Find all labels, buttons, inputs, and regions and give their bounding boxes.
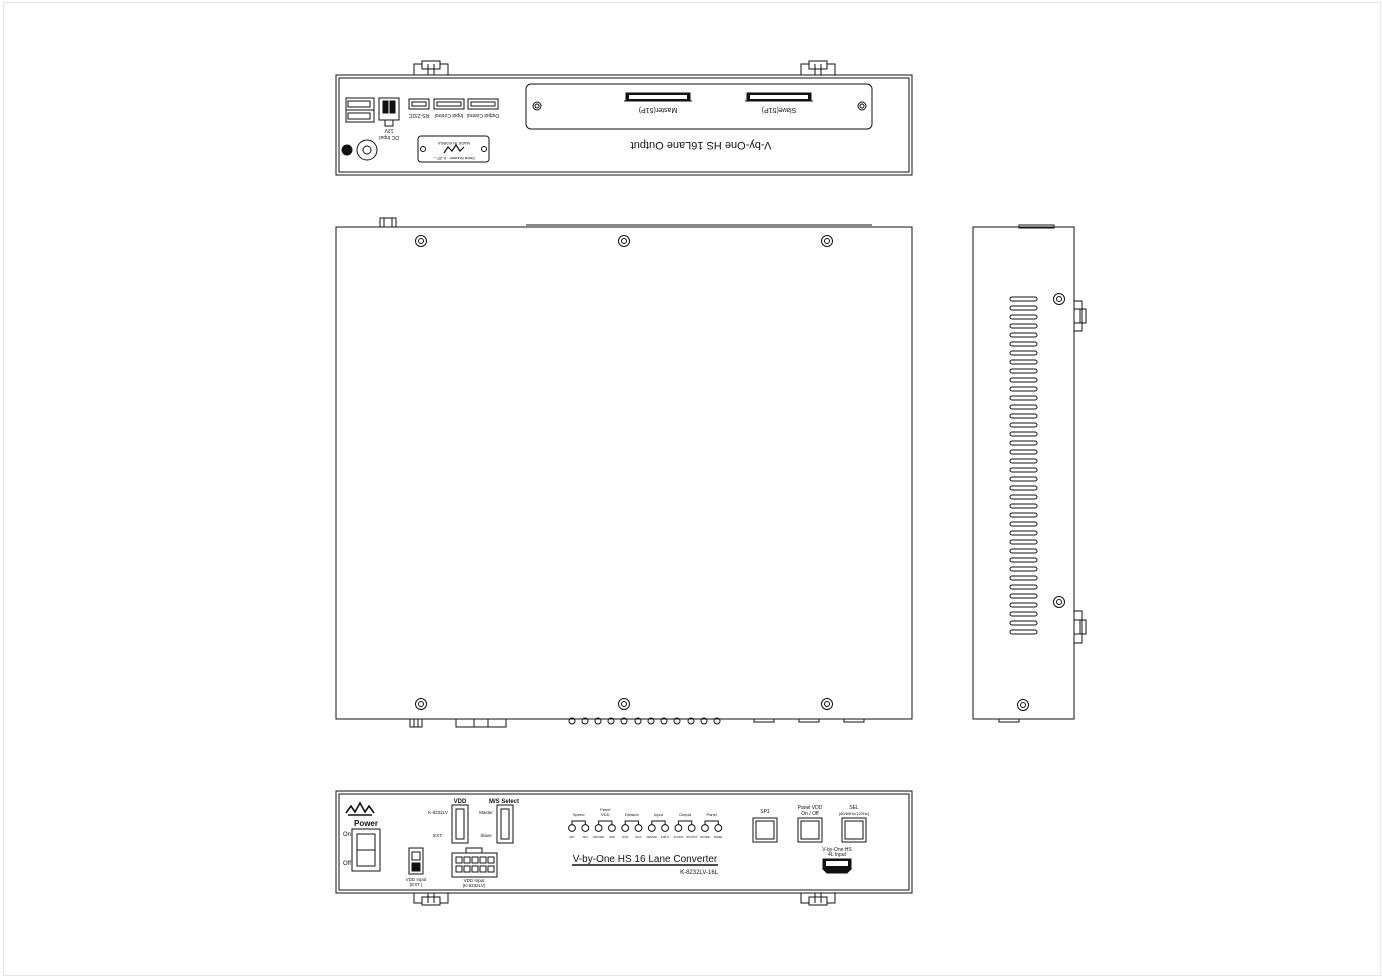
screw	[416, 699, 427, 710]
switch-group-bracket	[625, 821, 638, 825]
output-control-port	[468, 99, 498, 109]
ms-select-label: M/S Select	[488, 799, 520, 805]
switch-group-bracket	[572, 821, 585, 825]
vent-slot	[1010, 315, 1037, 319]
vent-slot	[1010, 621, 1037, 625]
connector-pin	[456, 857, 462, 863]
front-view	[336, 791, 912, 905]
vbyone-input-label: V-by-One HS	[822, 847, 852, 853]
vent-slot	[1010, 513, 1037, 517]
switch-group-label: Panel	[706, 812, 717, 817]
switch-group-label: VDD	[601, 812, 610, 817]
vent-slot	[1010, 612, 1037, 616]
vent-slot	[1010, 522, 1037, 526]
card-screw-left	[533, 102, 541, 110]
dip-switch-sublabel: SP1	[569, 835, 575, 839]
power-rocker-switch[interactable]	[352, 829, 380, 871]
top-protrusion-left	[380, 218, 396, 227]
side-foot-upper	[1074, 301, 1086, 331]
vent-slot	[1010, 558, 1037, 562]
vent-slot	[1010, 504, 1037, 508]
side-view	[973, 225, 1086, 722]
svg-text:4L Input: 4L Input	[828, 852, 846, 858]
vent-slot	[1010, 549, 1037, 553]
sp1-label: SP1	[760, 809, 770, 815]
panel-vdd-button[interactable]	[798, 818, 822, 842]
rs232c-label: RS-232C	[408, 112, 430, 118]
vent-slot	[1010, 585, 1037, 589]
sel-button[interactable]	[842, 818, 866, 842]
switch-group-label: Input	[653, 812, 663, 817]
ms-select-slide-switch[interactable]	[497, 805, 513, 843]
connector-pin	[464, 866, 470, 872]
connector-pin	[472, 866, 478, 872]
vent-slot	[1010, 441, 1037, 445]
input-control-label: Input Control	[434, 112, 464, 118]
vent-slot	[1010, 630, 1037, 634]
screw	[822, 236, 833, 247]
dip-switch[interactable]	[582, 825, 589, 832]
dip-switch-sublabel: DEVICE	[646, 835, 658, 839]
vent-slot	[1010, 450, 1037, 454]
switch-group-label: Speed	[572, 812, 585, 817]
vent-slot	[1010, 495, 1037, 499]
dip-switch-sublabel: PANEL	[713, 835, 723, 839]
vent-slot	[1010, 378, 1037, 382]
screw	[1054, 294, 1065, 305]
vdd-ext-label: EXT.	[433, 833, 443, 838]
switch-group-bracket	[599, 821, 612, 825]
screw	[822, 699, 833, 710]
vent-slot	[1010, 432, 1037, 436]
rear-foot-right	[801, 61, 835, 75]
vent-slot	[1010, 306, 1037, 310]
brand-logo	[346, 803, 374, 815]
dip-switch-sublabel: OUTPUT	[685, 835, 698, 839]
master-connector-label: Master(51P)	[638, 106, 678, 113]
dip-switch[interactable]	[622, 825, 629, 832]
product-name: V-by-One HS 16 Lane Converter	[572, 854, 718, 865]
sel-sub-label: (60/60Hz/120Hz)	[838, 811, 870, 816]
vent-slot	[1010, 414, 1037, 418]
input-control-port	[434, 99, 464, 109]
dip-switch-groups	[569, 807, 724, 839]
vent-slot	[1010, 486, 1037, 490]
switch-group-bracket	[705, 821, 718, 825]
side-foot-lower	[1074, 611, 1086, 643]
power-socket	[342, 140, 377, 160]
screw	[1018, 700, 1029, 711]
vdd-slide-switch[interactable]	[452, 805, 468, 843]
vent-slot	[1010, 405, 1037, 409]
dip-switch[interactable]	[609, 825, 616, 832]
made-in-label: MADE IN KOREA	[438, 141, 470, 146]
vent-slot	[1010, 603, 1037, 607]
vent-slot	[1010, 594, 1037, 598]
rear-title: V-by-One HS 16Lane Output	[630, 139, 772, 151]
vent-slot	[1010, 360, 1037, 364]
side-screws	[1018, 294, 1065, 711]
sp1-button[interactable]	[753, 818, 777, 842]
svg-text:On / Off: On / Off	[801, 811, 819, 817]
vent-slot	[1010, 387, 1037, 391]
screw	[619, 236, 630, 247]
switch-group-bracket	[652, 821, 665, 825]
dip-switch[interactable]	[715, 825, 722, 832]
dc-input-label: DC Input	[379, 134, 399, 140]
dip-switch-sublabel: SW/VDD	[592, 835, 605, 839]
vent-slot	[1010, 324, 1037, 328]
dip-switch-sublabel: DIVIDE	[700, 835, 710, 839]
device-drawing	[4, 3, 1380, 975]
screw	[1054, 597, 1065, 608]
vdd-input-ext-connector	[409, 848, 423, 874]
switch-group-label: Panel	[600, 807, 611, 812]
screw	[619, 699, 630, 710]
ac-switch-label-box	[346, 98, 374, 122]
connector-pin	[472, 857, 478, 863]
connector-pin	[488, 866, 494, 872]
vent-slot	[1010, 567, 1037, 571]
vent-slot	[1010, 531, 1037, 535]
vdd-k8232lv-label: K-8232LV	[428, 810, 448, 815]
svg-text:(EXT.): (EXT.)	[409, 882, 423, 887]
vbyone-input-port	[823, 859, 851, 873]
dip-switch-sublabel: DIV1	[622, 835, 629, 839]
connector-pin	[456, 866, 462, 872]
power-label: Power	[353, 819, 379, 828]
dip-switch[interactable]	[635, 825, 642, 832]
card-screw-right	[858, 102, 866, 110]
ms-slave-label: Slave	[480, 833, 492, 838]
dip-switch[interactable]	[675, 825, 682, 832]
output-card-plate	[526, 84, 872, 129]
connector-pin	[488, 857, 494, 863]
dip-switch-sublabel: VDD	[608, 835, 615, 839]
sel-label: SEL	[849, 805, 859, 811]
vent-slot	[1010, 342, 1037, 346]
connector-pin	[464, 857, 470, 863]
dc-input-jack	[379, 98, 399, 126]
slave-connector-label: Slave(51P)	[761, 106, 797, 113]
dc-voltage-label: 12V	[384, 127, 394, 133]
ms-master-label: Master	[479, 810, 493, 815]
slave-connector	[745, 93, 813, 101]
dip-switch-sublabel: SP2	[582, 835, 588, 839]
top-panel	[336, 227, 912, 719]
model-number: K-8232LV-16L	[680, 870, 718, 876]
side-vent-slots	[1010, 297, 1037, 634]
top-screws	[416, 236, 833, 710]
vent-slot	[1010, 468, 1037, 472]
dip-switch[interactable]	[702, 825, 709, 832]
dip-switch[interactable]	[648, 825, 655, 832]
vent-slot	[1010, 351, 1037, 355]
rear-foot-left	[414, 61, 448, 75]
dip-switch-sublabel: INPUT	[660, 835, 670, 839]
vent-slot	[1010, 396, 1037, 400]
panel-vdd-label: Panel VDD	[797, 805, 823, 811]
dip-switch-sublabel: DIV2	[635, 835, 642, 839]
vdd-label: VDD	[453, 799, 467, 805]
vdd-input-k-label: VDD Input	[463, 878, 485, 883]
vent-slot	[1010, 540, 1037, 544]
vdd-input-k-connector	[452, 848, 497, 877]
output-control-label: Output Control	[466, 112, 500, 118]
dip-switch[interactable]	[662, 825, 669, 832]
technical-drawing-canvas	[3, 2, 1381, 976]
vent-slot	[1010, 423, 1037, 427]
vent-slot	[1010, 333, 1037, 337]
serial-number-label: Serial Number : K-2P---	[433, 156, 475, 161]
dip-switch[interactable]	[688, 825, 695, 832]
vent-slot	[1010, 477, 1037, 481]
power-off-label: Off	[343, 861, 351, 867]
rs232c-port	[409, 99, 429, 109]
rear-panel	[336, 75, 912, 175]
vent-slot	[1010, 297, 1037, 301]
rear-view	[336, 61, 912, 175]
switch-group-label: Division	[624, 812, 639, 817]
connector-pin	[480, 866, 486, 872]
switch-group-bracket	[678, 821, 691, 825]
switch-group-label: Output	[679, 812, 692, 817]
dip-switch-sublabel: IN1/IN2	[673, 835, 684, 839]
master-connector	[624, 93, 692, 101]
vent-slot	[1010, 369, 1037, 373]
screw	[416, 236, 427, 247]
connector-pin	[480, 857, 486, 863]
top-view	[336, 218, 912, 727]
dip-switch[interactable]	[569, 825, 576, 832]
front-foot-right	[801, 893, 835, 905]
power-on-label: On	[343, 832, 352, 838]
vent-slot	[1010, 459, 1037, 463]
dip-switch[interactable]	[595, 825, 602, 832]
vent-slot	[1010, 576, 1037, 580]
front-foot-left	[414, 893, 448, 905]
vdd-input-ext-label: VDD Input	[405, 877, 427, 882]
svg-text:(K-8232LV): (K-8232LV)	[462, 883, 486, 888]
